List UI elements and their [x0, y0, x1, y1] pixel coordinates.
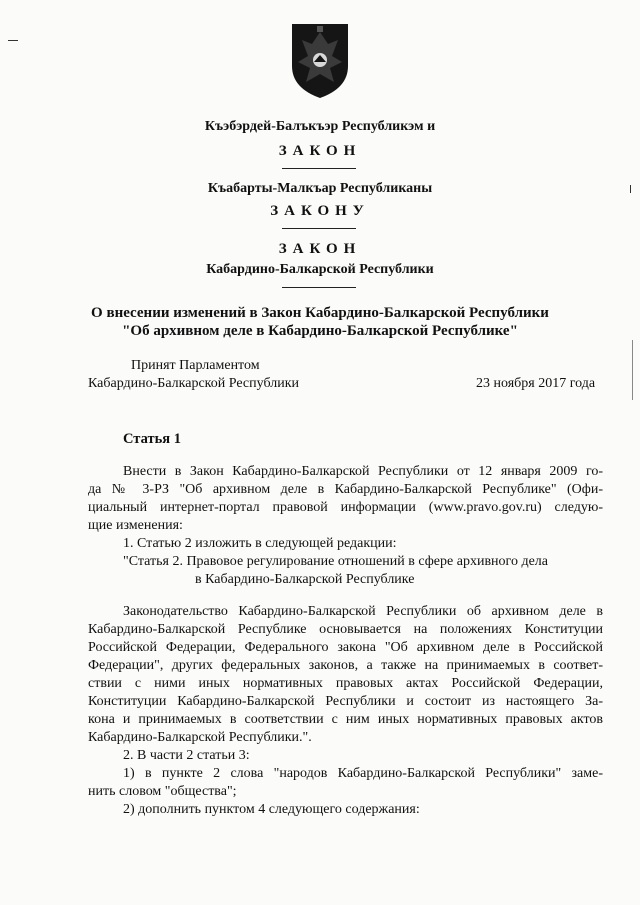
article-para-line: Конституции Кабардино-Балкарской Республики и состоит из настоящего За-: [88, 694, 603, 709]
article-intro-line: щие изменения:: [88, 518, 183, 533]
header-title-kabardian: ЗАКОН: [278, 143, 362, 159]
header-line-balkar: Къабарты-Малкъар Республиканы: [207, 181, 433, 196]
adoption-date: 23 ноября 2017 года: [476, 376, 596, 391]
article-item: 2. В части 2 статьи 3:: [123, 748, 250, 763]
article-para-line: Законодательство Кабардино-Балкарской Республики об архивном деле в: [123, 604, 603, 619]
law-title-line: "Об архивном деле в Кабардино-Балкарской Республике": [122, 323, 518, 339]
header-divider: [282, 287, 356, 288]
adoption-line: Принят Парламентом: [131, 358, 260, 373]
article-para-line: ствии с ними иных нормативных правовых актах Российской Федерации,: [88, 676, 603, 691]
article-para-line: Кабардино-Балкарской Республики.".: [88, 730, 312, 745]
scan-mark: [8, 40, 18, 41]
law-title-line: О внесении изменений в Закон Кабардино-Балкарской Республики: [91, 305, 549, 321]
quoted-article-title: "Статья 2. Правовое регулирование отношений в сфере архивного дела: [123, 554, 548, 569]
header-line-kabardian: Къэбэрдей-Балъкъэр Республикэм и: [204, 119, 436, 134]
article-intro-line: да № 3-РЗ "Об архивном деле в Кабардино-Балкарской Республике" (Офи-: [88, 482, 603, 497]
article-intro-line: циальный интернет-портал правовой информации (www.pravo.gov.ru) следую-: [88, 500, 603, 515]
quoted-article-title: в Кабардино-Балкарской Республике: [195, 572, 415, 587]
header-divider: [282, 228, 356, 229]
article-subitem: 1) в пункте 2 слова "народов Кабардино-Балкарской Республики" заме-: [123, 766, 603, 781]
article-para-line: Российской Федерации, Федерального закона "Об архивном деле в Российской: [88, 640, 603, 655]
article-para-line: Кабардино-Балкарской Республике основывается на положениях Конституции: [88, 622, 603, 637]
article-item: 1. Статью 2 изложить в следующей редакции:: [123, 536, 397, 551]
header-title-russian: ЗАКОН: [278, 241, 362, 257]
article-subitem: 2) дополнить пунктом 4 следующего содержания:: [123, 802, 420, 817]
adoption-line: Кабардино-Балкарской Республики: [88, 376, 299, 391]
header-divider: [282, 168, 356, 169]
article-para-line: Федерации", других федеральных законов, а также на принимаемых в соответ-: [88, 658, 603, 673]
header-title-balkar: ЗАКОНУ: [270, 203, 370, 219]
header-line-russian: Кабардино-Балкарской Республики: [206, 262, 434, 277]
article-intro-line: Внести в Закон Кабардино-Балкарской Республики от 12 января 2009 го-: [123, 464, 603, 479]
article-subitem: нить словом "общества";: [88, 784, 237, 799]
scan-mark: [632, 340, 633, 400]
article-heading: Статья 1: [123, 431, 181, 447]
coat-of-arms-emblem: [290, 22, 350, 100]
article-para-line: кона и принимаемых в соответствии с ним иных нормативных правовых актов: [88, 712, 603, 727]
